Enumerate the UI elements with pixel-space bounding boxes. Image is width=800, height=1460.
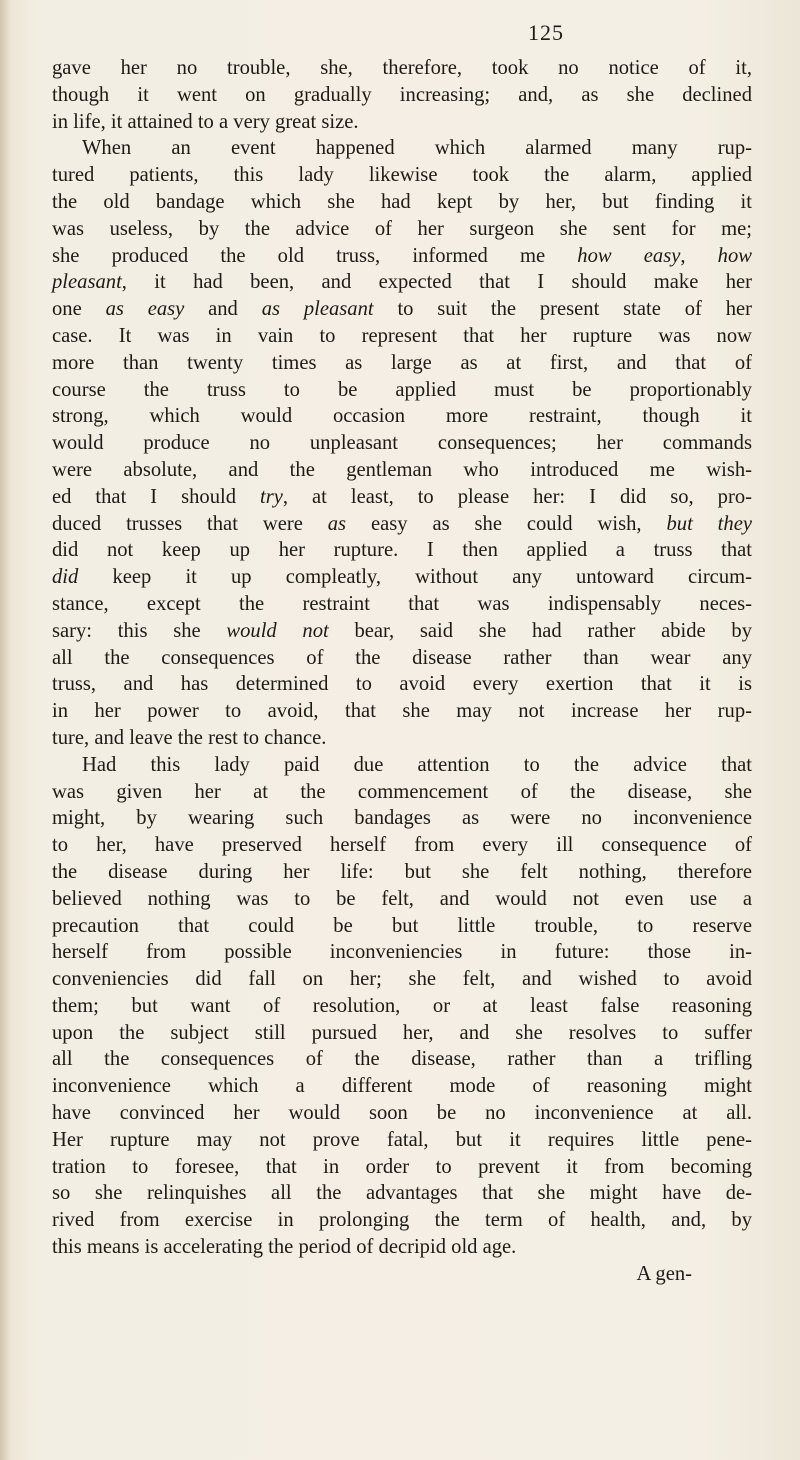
text-line: herself from possible inconveniencies in future: those in- xyxy=(52,941,752,964)
text-line: have convinced her would soon be no inconvenience at all. xyxy=(52,1102,752,1125)
text-line: conveniencies did fall on her; she felt, and wished to avoid xyxy=(52,968,752,991)
text-line: to her, have preserved herself from every ill consequence of xyxy=(52,834,752,857)
text-line: pleasant, it had been, and expected that I should make her xyxy=(52,271,752,294)
text-line: tration to foresee, that in order to prevent it from becoming xyxy=(52,1155,752,1178)
text-line: in her power to avoid, that she may not increase her rup- xyxy=(52,700,752,723)
text-line: the disease during her life: but she felt nothing, therefore xyxy=(52,860,752,883)
text-line: duced trusses that were as easy as she could wish, but they xyxy=(52,512,752,535)
text-line: this means is accelerating the period of decripid old age. xyxy=(52,1236,517,1259)
text-line: was useless, by the advice of her surgeon she sent for me; xyxy=(52,217,752,240)
text-line: upon the subject still pursued her, and she resolves to suffer xyxy=(52,1021,752,1044)
text-line: stance, except the restraint that was indispensably neces- xyxy=(52,592,752,615)
text-line: tured patients, this lady likewise took the alarm, applied xyxy=(52,164,752,187)
text-line: precaution that could be but little trouble, to reserve xyxy=(52,914,752,937)
text-line: all the consequences of the disease rather than wear any xyxy=(52,646,752,669)
text-line: did keep it up compleatly, without any untoward circum- xyxy=(52,566,752,589)
text-line: them; but want of resolution, or at least false reasoning xyxy=(52,994,752,1017)
text-line: case. It was in vain to represent that her rupture was now xyxy=(52,324,752,347)
body-text xyxy=(52,55,752,1288)
text-line: Had this lady paid due attention to the advice that xyxy=(82,753,752,776)
text-line: she produced the old truss, informed me how easy, how xyxy=(52,244,752,267)
text-line: truss, and has determined to avoid every exertion that it is xyxy=(52,673,752,696)
catchword: A gen- xyxy=(636,1262,692,1285)
text-line: When an event happened which alarmed many rup- xyxy=(82,137,752,160)
text-line: were absolute, and the gentleman who introduced me wish- xyxy=(52,458,752,481)
text-line: Her rupture may not prove fatal, but it requires little pene- xyxy=(52,1128,752,1151)
text-line: in life, it attained to a very great size. xyxy=(52,110,359,133)
text-line: might, by wearing such bandages as were no inconvenience xyxy=(52,807,752,830)
text-line: gave her no trouble, she, therefore, took no notice of it, xyxy=(52,57,752,79)
text-line: ed that I should try, at least, to please her: I did so, pro- xyxy=(52,485,752,508)
text-line: believed nothing was to be felt, and would not even use a xyxy=(52,887,752,910)
text-line: would produce no unpleasant consequences; her commands xyxy=(52,432,752,455)
text-line: all the consequences of the disease, rather than a trifling xyxy=(52,1048,752,1071)
page-number: 125 xyxy=(528,20,564,45)
text-line: ture, and leave the rest to chance. xyxy=(52,726,327,749)
text-line: was given her at the commencement of the disease, she xyxy=(52,780,752,803)
text-line: one as easy and as pleasant to suit the present state of her xyxy=(52,298,752,321)
page-spine-shadow xyxy=(0,0,10,1460)
text-line: strong, which would occasion more restraint, though it xyxy=(52,405,752,428)
text-line: more than twenty times as large as at first, and that of xyxy=(52,351,752,374)
text-line: inconvenience which a different mode of reasoning might xyxy=(52,1075,752,1098)
text-line: did not keep up her rupture. I then applied a truss that xyxy=(52,539,752,562)
text-line: rived from exercise in prolonging the term of health, and, by xyxy=(52,1209,752,1232)
text-line: though it went on gradually increasing; and, as she declined xyxy=(52,83,752,106)
text-line: sary: this she would not bear, said she had rather abide by xyxy=(52,619,752,642)
text-line: the old bandage which she had kept by her, but finding it xyxy=(52,190,752,213)
text-line: so she relinquishes all the advantages that she might have de- xyxy=(52,1182,752,1205)
text-line: course the truss to be applied must be proportionably xyxy=(52,378,752,401)
